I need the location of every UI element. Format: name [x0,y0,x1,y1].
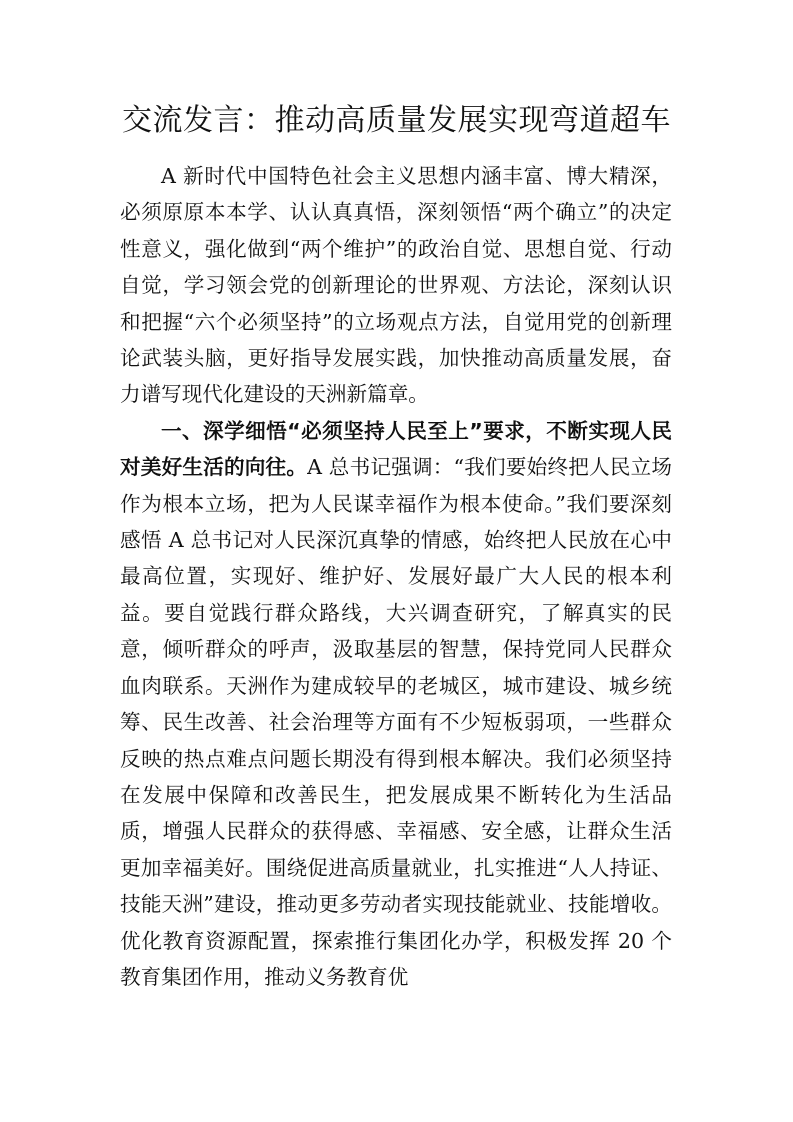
document-body [120,158,672,995]
intro-paragraph [120,158,672,413]
intro-paragraph-text: A 新时代中国特色社会主义思想内涵丰富、博大精深，必须原原本本学、认认真真悟，深刻领悟“两个确立”的决定性意义，强化做到“两个维护”的政治自觉、思想自觉、行动自觉，学习领会党的创新理论的世界观、方法论，深刻认识和把握“六个必须坚持”的立场观点方法，自觉用党的创新理论武装头脑，更好指导发展实践，加快推动高质量发展，奋力谱写现代化建设的天洲新篇章。 [120,164,672,407]
section-one-paragraph [120,413,672,996]
section-one-text: A 总书记强调：“我们要始终把人民立场作为根本立场，把为人民谋幸福作为根本使命。”我们要深刻感悟 A 总书记对人民深沉真挚的情感，始终把人民放在心中最高位置，实现好、维护好、发展好最广大人民的根本利益。要自觉践行群众路线，大兴调查研究，了解真实的民意，倾听群众的呼声，汲取基层的智慧，保持党同人民群众血肉联系。天洲作为建成较早的老城区，城市建设、城乡统筹、民生改善、社会治理等方面有不少短板弱项，一些群众反映的热点难点问题长期没有得到根本解决。我们必须坚持在发展中保障和改善民生，把发展成果不断转化为生活品质，增强人民群众的获得感、幸福感、安全感，让群众生活更加幸福美好。围绕促进高质量就业，扎实推进“人人持证、技能天洲”建设，推动更多劳动者实现技能就业、技能增收。优化教育资源配置，探索推行集团化办学，积极发挥 20 个教育集团作用，推动义务教育优 [120,455,673,989]
document-title: 交流发言：推动高质量发展实现弯道超车 [122,103,671,138]
section-one-heading: 一、深学细悟“必须坚持人民至上”要求，不断实现人民对美好生活的向往。 [120,418,672,480]
